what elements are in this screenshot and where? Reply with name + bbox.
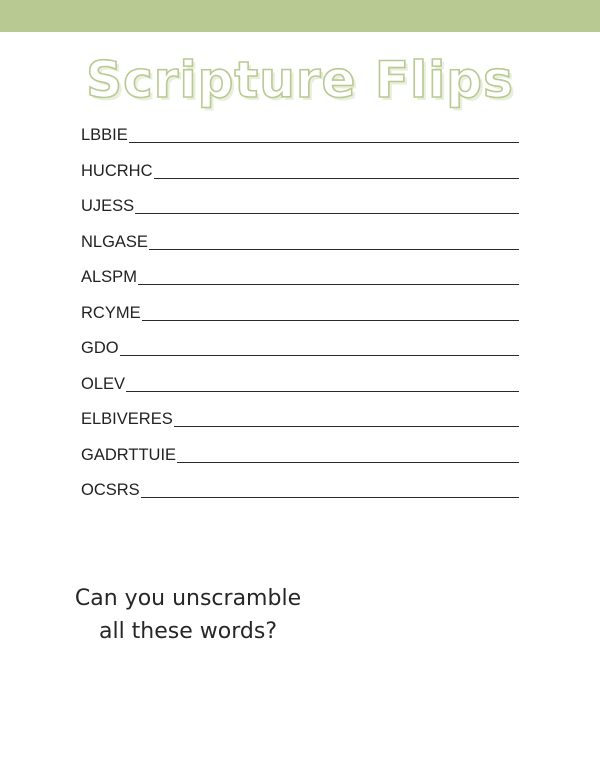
word-row [81,404,519,429]
scrambled-word: OCSRS [81,481,140,499]
answer-line[interactable] [129,142,519,143]
word-row [81,120,519,145]
answer-line[interactable] [126,391,519,392]
top-color-band [0,0,600,32]
scrambled-word: LBBIE [81,126,128,144]
answer-line[interactable] [141,497,519,498]
answer-line[interactable] [120,355,519,356]
word-row [81,191,519,216]
word-row [81,262,519,287]
word-row [81,227,519,252]
scrambled-word: ELBIVERES [81,410,173,428]
scrambled-word: RCYME [81,303,141,322]
scrambled-word: GADRTTUIE [81,445,177,464]
word-row [81,298,519,323]
word-row [81,369,519,394]
scrambled-word: HUCRHC [81,161,153,180]
instruction-text [63,582,313,648]
answer-line[interactable] [174,426,519,427]
scrambled-word: GDO [81,339,119,357]
scrambled-word: ALSPM [81,268,137,286]
instruction-line-1: Can you unscramble [74,586,302,611]
word-row [81,333,519,358]
word-row [81,156,519,181]
word-list [81,120,519,511]
answer-line[interactable] [177,462,519,463]
answer-line[interactable] [154,178,520,179]
page-title: Scripture Flips [86,51,514,109]
scrambled-word: NLGASE [81,232,148,251]
scrambled-word: UJESS [81,197,135,215]
answer-line[interactable] [142,320,519,321]
word-row [81,440,519,465]
instruction-line-2: all these words? [98,619,277,644]
answer-line[interactable] [135,213,519,214]
answer-line[interactable] [149,249,519,250]
word-row [81,475,519,500]
answer-line[interactable] [138,284,519,285]
scrambled-word: OLEV [81,374,126,393]
